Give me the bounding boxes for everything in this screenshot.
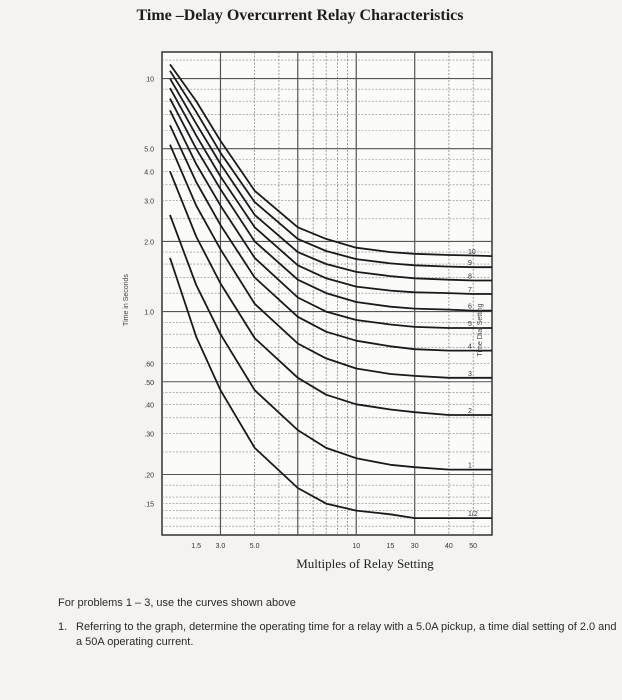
y-tick-label: 5.0 bbox=[144, 146, 154, 154]
y-tick-label: 2.0 bbox=[144, 239, 154, 247]
curve-label: 1/2 bbox=[468, 511, 478, 519]
curve-label: 4 bbox=[468, 343, 472, 351]
x-tick-label: 15 bbox=[386, 543, 395, 550]
y-tick-label: 4.0 bbox=[144, 169, 154, 177]
x-tick-label: 40 bbox=[445, 543, 453, 550]
chart-title: Time –Delay Overcurrent Relay Characteristics bbox=[136, 7, 464, 24]
curve-label: 10 bbox=[468, 249, 476, 257]
x-axis-title: Multiples of Relay Setting bbox=[296, 556, 434, 571]
curve-label: 2 bbox=[468, 408, 472, 416]
y-tick-label: .20 bbox=[144, 472, 154, 480]
x-tick-label: 3.0 bbox=[215, 543, 226, 550]
y-tick-label: 3.0 bbox=[144, 198, 154, 206]
curve-label: 3 bbox=[468, 370, 472, 378]
y-tick-label: .30 bbox=[144, 431, 154, 439]
problem-text: Referring to the graph, determine the operating time for a relay with a 5.0A pickup, a time dial setting of 2.0 and a 50A operating current. bbox=[76, 621, 617, 648]
curve-label: 6 bbox=[468, 303, 472, 311]
problem-number: 1. bbox=[58, 621, 68, 633]
curve-label: 7 bbox=[468, 286, 472, 294]
curve-label: 8 bbox=[468, 273, 472, 281]
x-tick-label: 30 bbox=[410, 543, 419, 550]
y-tick-label: 10 bbox=[146, 76, 154, 84]
problem-intro: For problems 1 – 3, use the curves shown above bbox=[58, 597, 296, 609]
x-tick-label: 10 bbox=[352, 543, 361, 550]
x-tick-label: 1.5 bbox=[191, 543, 202, 550]
x-tick-label: 5.0 bbox=[249, 543, 260, 550]
y-tick-label: 1.0 bbox=[144, 309, 154, 317]
right-axis-title: Time Dial Setting bbox=[477, 303, 484, 357]
y-axis-title: Time in Seconds bbox=[123, 274, 130, 326]
x-tick-label: 50 bbox=[469, 543, 478, 550]
y-tick-label: .50 bbox=[144, 379, 154, 387]
y-tick-label: .60 bbox=[144, 361, 154, 369]
problem-item bbox=[58, 620, 618, 650]
y-tick-label: .40 bbox=[144, 402, 154, 410]
y-tick-label: .15 bbox=[144, 501, 154, 509]
problem-section bbox=[58, 596, 618, 650]
curve-label: 5 bbox=[468, 321, 472, 329]
curve-label: 9 bbox=[468, 260, 472, 268]
curve-label: 1 bbox=[468, 462, 472, 470]
